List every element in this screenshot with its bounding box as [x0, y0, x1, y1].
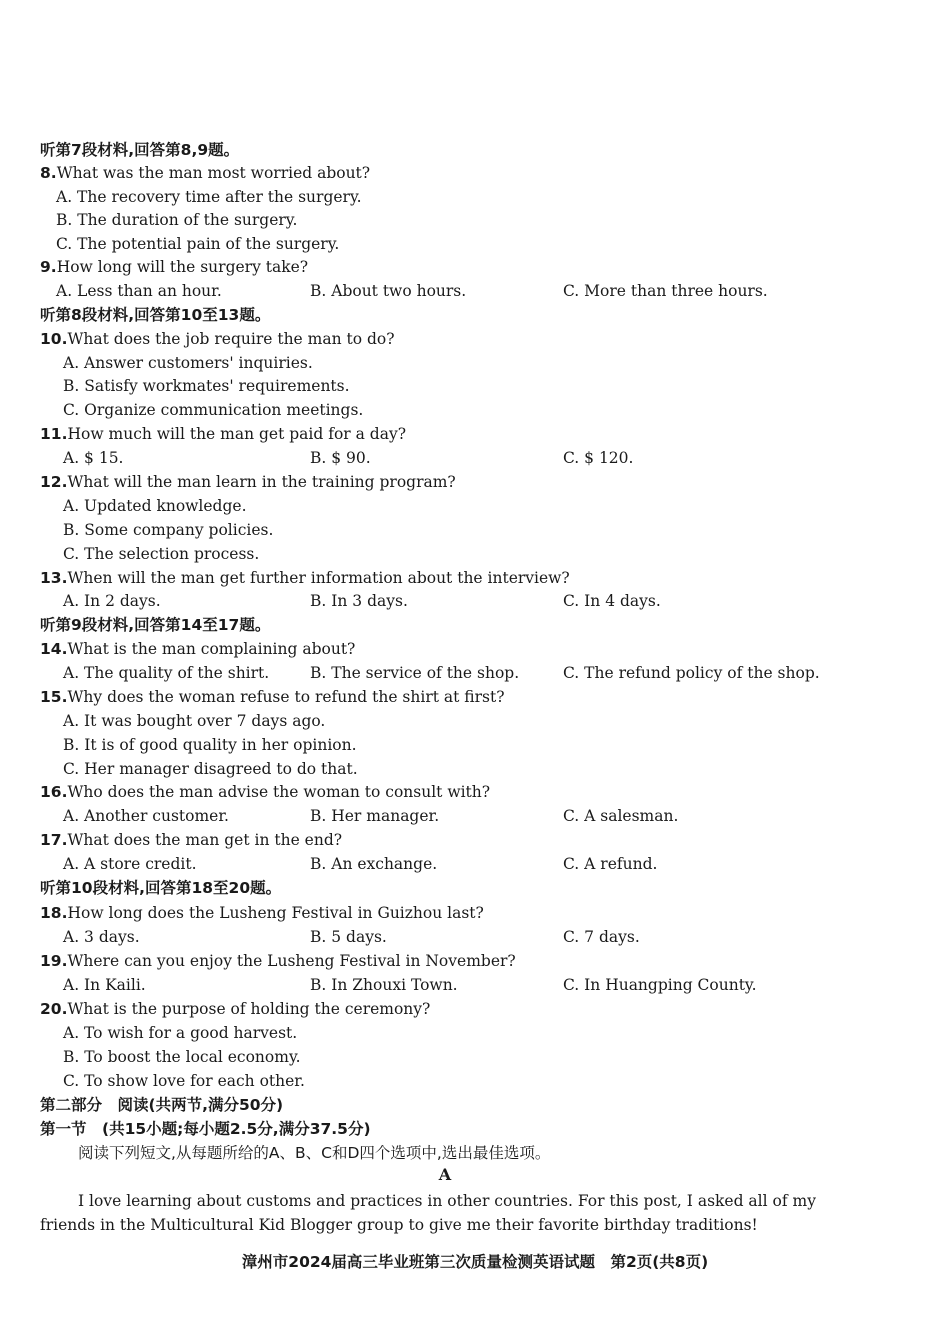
reading-instructions: 阅读下列短文,从每题所给的A、B、C和D四个选项中,选出最佳选项。	[78, 1144, 551, 1162]
part-two-heading: 第二部分 阅读(共两节,满分50分)	[40, 1096, 284, 1114]
q16-option-b: B. Her manager.	[310, 807, 440, 825]
question-13	[40, 567, 570, 589]
question-text: How much will the man get paid for a day?	[67, 425, 407, 443]
question-text: What will the man learn in the training program?	[67, 473, 456, 491]
q19-option-c: C. In Huangping County.	[563, 976, 757, 994]
question-18	[40, 902, 484, 924]
question-16	[40, 781, 490, 803]
q16-option-c: C. A salesman.	[563, 807, 679, 825]
q10-option-a: A. Answer customers' inquiries.	[63, 354, 313, 372]
question-number: 18.	[40, 904, 68, 922]
question-20	[40, 998, 430, 1020]
q9-option-c: C. More than three hours.	[563, 282, 768, 300]
q20-option-a: A. To wish for a good harvest.	[63, 1024, 298, 1042]
question-text: Why does the woman refuse to refund the shirt at first?	[67, 688, 505, 706]
q18-option-c: C. 7 days.	[563, 928, 640, 946]
question-text: What was the man most worried about?	[56, 164, 371, 182]
q12-option-c: C. The selection process.	[63, 545, 260, 563]
q19-option-a: A. In Kaili.	[63, 976, 146, 994]
q14-option-c: C. The refund policy of the shop.	[563, 664, 820, 682]
section-heading-10: 听第10段材料,回答第18至20题。	[40, 879, 282, 897]
question-number: 9.	[40, 258, 57, 276]
question-15	[40, 686, 505, 708]
question-number: 20.	[40, 1000, 68, 1018]
q9-option-b: B. About two hours.	[310, 282, 467, 300]
q11-option-c: C. $ 120.	[563, 449, 634, 467]
q16-option-a: A. Another customer.	[63, 807, 229, 825]
question-text: Who does the man advise the woman to consult with?	[67, 783, 491, 801]
q11-option-a: A. $ 15.	[63, 449, 124, 467]
question-text: What is the purpose of holding the ceremony?	[67, 1000, 431, 1018]
q14-option-a: A. The quality of the shirt.	[63, 664, 270, 682]
q20-option-c: C. To show love for each other.	[63, 1072, 305, 1090]
q17-option-b: B. An exchange.	[310, 855, 438, 873]
q11-option-b: B. $ 90.	[310, 449, 371, 467]
question-text: What does the man get in the end?	[67, 831, 343, 849]
question-17	[40, 829, 342, 851]
question-number: 19.	[40, 952, 68, 970]
question-14	[40, 638, 355, 660]
q17-option-c: C. A refund.	[563, 855, 658, 873]
q20-option-b: B. To boost the local economy.	[63, 1048, 301, 1066]
section-heading-8: 听第8段材料,回答第10至13题。	[40, 306, 271, 324]
question-19	[40, 950, 516, 972]
q8-option-b: B. The duration of the surgery.	[56, 211, 298, 229]
question-number: 16.	[40, 783, 68, 801]
question-10	[40, 328, 395, 350]
passage-label: A	[438, 1165, 452, 1184]
q8-option-a: A. The recovery time after the surgery.	[56, 188, 362, 206]
question-text: When will the man get further information about the interview?	[67, 569, 570, 587]
question-number: 8.	[40, 164, 57, 182]
question-number: 15.	[40, 688, 68, 706]
q9-option-a: A. Less than an hour.	[56, 282, 222, 300]
section-heading-9: 听第9段材料,回答第14至17题。	[40, 616, 271, 634]
q13-option-c: C. In 4 days.	[563, 592, 661, 610]
page-footer: 漳州市2024届高三毕业班第三次质量检测英语试题 第2页(共8页)	[241, 1253, 709, 1271]
passage-a-text: I love learning about customs and practices in other countries. For this post, I asked all of my friends in the Multicultural Kid Blogger group to give me their favorite birthday traditions!	[40, 1192, 816, 1234]
question-number: 14.	[40, 640, 68, 658]
q13-option-a: A. In 2 days.	[63, 592, 161, 610]
q12-option-a: A. Updated knowledge.	[63, 497, 247, 515]
q8-option-c: C. The potential pain of the surgery.	[56, 235, 340, 253]
question-9	[40, 256, 308, 278]
q19-option-b: B. In Zhouxi Town.	[310, 976, 458, 994]
question-12	[40, 471, 456, 493]
q10-option-b: B. Satisfy workmates' requirements.	[63, 377, 350, 395]
q15-option-b: B. It is of good quality in her opinion.	[63, 736, 357, 754]
section-one-heading: 第一节 (共15小题;每小题2.5分,满分37.5分)	[40, 1120, 371, 1138]
q18-option-b: B. 5 days.	[310, 928, 387, 946]
question-text: What does the job require the man to do?	[67, 330, 395, 348]
question-8	[40, 162, 370, 184]
question-number: 17.	[40, 831, 68, 849]
question-text: How long does the Lusheng Festival in Guizhou last?	[67, 904, 484, 922]
question-number: 10.	[40, 330, 68, 348]
q14-option-b: B. The service of the shop.	[310, 664, 520, 682]
q18-option-a: A. 3 days.	[63, 928, 140, 946]
q15-option-c: C. Her manager disagreed to do that.	[63, 760, 358, 778]
question-text: Where can you enjoy the Lusheng Festival in November?	[67, 952, 516, 970]
q17-option-a: A. A store credit.	[63, 855, 197, 873]
question-text: What is the man complaining about?	[67, 640, 356, 658]
q15-option-a: A. It was bought over 7 days ago.	[63, 712, 326, 730]
question-number: 11.	[40, 425, 68, 443]
question-number: 13.	[40, 569, 68, 587]
question-11	[40, 423, 406, 445]
q10-option-c: C. Organize communication meetings.	[63, 401, 364, 419]
q12-option-b: B. Some company policies.	[63, 521, 274, 539]
question-text: How long will the surgery take?	[56, 258, 309, 276]
q13-option-b: B. In 3 days.	[310, 592, 408, 610]
section-heading-7: 听第7段材料,回答第8,9题。	[40, 141, 240, 159]
question-number: 12.	[40, 473, 68, 491]
